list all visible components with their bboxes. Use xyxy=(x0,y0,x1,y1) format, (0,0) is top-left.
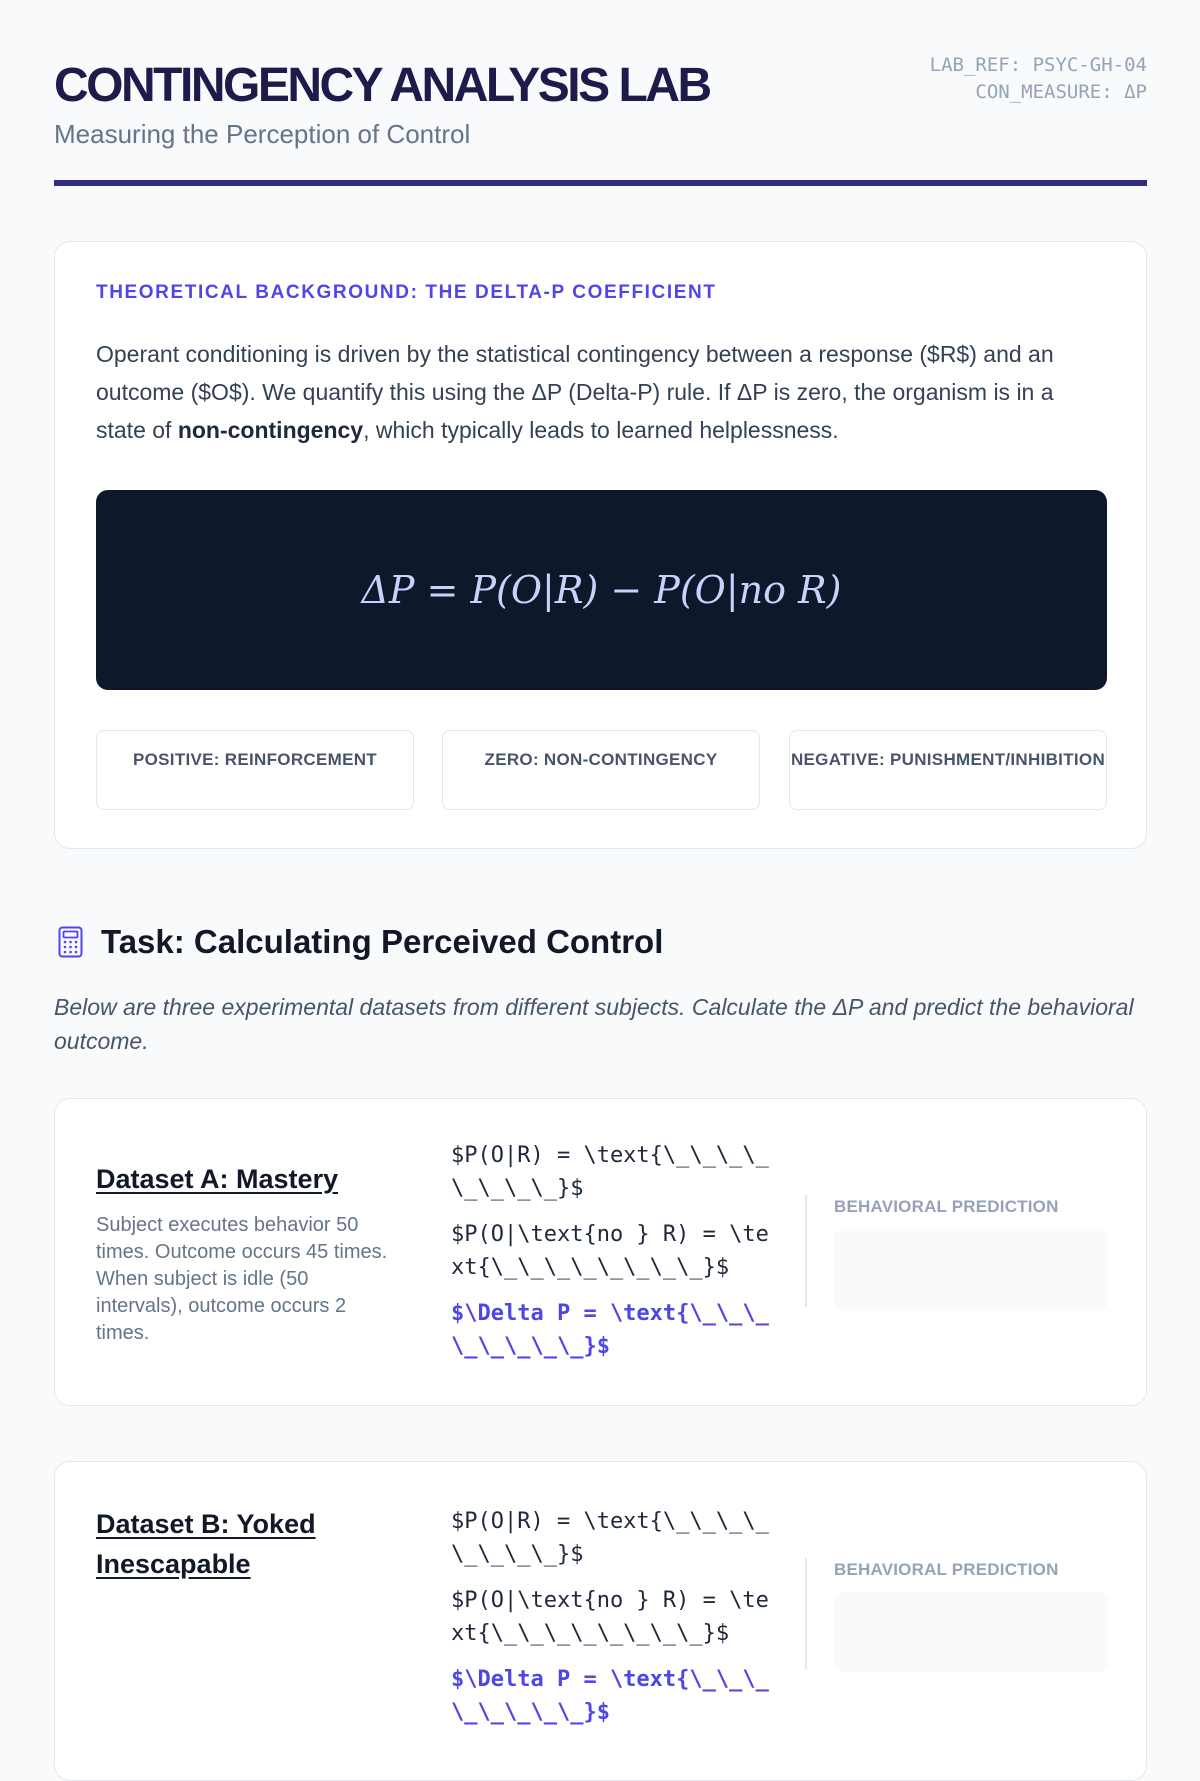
equation-p-o-given-no-r: $P(O|\text{no } R) = \text{\_\_\_\_\_\_\_\_}$ xyxy=(451,1222,769,1280)
theory-card xyxy=(54,241,1147,849)
worksheet-page xyxy=(54,0,1147,1725)
page-subtitle: Measuring the Perception of Control xyxy=(54,119,471,149)
equation-p-o-given-r: $P(O|R) = \text{\_\_\_\_\_\_\_\_}$ xyxy=(451,1509,769,1567)
lab-reference xyxy=(930,52,1147,106)
delta-p-formula: ΔP = P(O|R) − P(O|no R) xyxy=(361,568,842,612)
dataset-title: Dataset B: Yoked Inescapable xyxy=(96,1509,316,1579)
prediction-label: BEHAVIORAL PREDICTION xyxy=(834,1560,1059,1579)
task-title: Task: Calculating Perceived Control xyxy=(101,923,664,960)
dataset-title: Dataset A: Mastery xyxy=(96,1164,339,1194)
theory-text-before: Operant conditioning is driven by the statistical contingency between a response ($R$) and an outcome ($O$). We quantify this using the ΔP (Delta-P) rule. If ΔP is zero, the organism is in a state of xyxy=(96,341,1054,443)
equation-delta-p: $\Delta P = \text{\_\_\_\_\_\_\_\_}$ xyxy=(451,1301,769,1359)
task-heading xyxy=(54,922,1147,962)
chip-zero: ZERO: NON-CONTINGENCY xyxy=(442,730,760,810)
page-header xyxy=(54,0,1147,187)
theory-text-after: , which typically leads to learned helplessness. xyxy=(363,417,839,443)
dataset-card-a xyxy=(54,1098,1147,1406)
equation-p-o-given-r: $P(O|R) = \text{\_\_\_\_\_\_\_\_}$ xyxy=(451,1143,769,1201)
task-description: Below are three experimental datasets from different subjects. Calculate the ΔP and predict the behavioral outcome. xyxy=(54,994,1134,1054)
con-measure-code: CON_MEASURE: ΔP xyxy=(975,81,1147,103)
prediction-field[interactable] xyxy=(834,1592,1108,1672)
page-title: CONTINGENCY ANALYSIS LAB xyxy=(54,59,710,112)
equation-delta-p: $\Delta P = \text{\_\_\_\_\_\_\_\_}$ xyxy=(451,1667,769,1725)
formula-box xyxy=(96,490,1107,690)
theory-section-label: THEORETICAL BACKGROUND: THE DELTA-P COEFFICIENT xyxy=(96,282,717,303)
dataset-card-b xyxy=(54,1461,1147,1781)
column-divider xyxy=(805,1195,807,1307)
theory-paragraph xyxy=(96,335,1108,449)
chip-negative: NEGATIVE: PUNISHMENT/INHIBITION xyxy=(789,730,1107,810)
dataset-equations xyxy=(451,1505,781,1742)
dataset-description: Subject executes behavior 50 times. Outcome occurs 45 times. When subject is idle (50 intervals), outcome occurs 2 times. xyxy=(96,1214,388,1344)
chip-positive: POSITIVE: REINFORCEMENT xyxy=(96,730,414,810)
theory-text-bold: non-contingency xyxy=(177,417,364,443)
calculator-icon xyxy=(58,926,83,958)
header-rule xyxy=(54,180,1147,186)
prediction-field[interactable] xyxy=(834,1229,1108,1309)
dataset-equations xyxy=(451,1139,781,1376)
column-divider xyxy=(805,1558,807,1670)
equation-p-o-given-no-r: $P(O|\text{no } R) = \text{\_\_\_\_\_\_\_\_}$ xyxy=(451,1588,769,1646)
prediction-label: BEHAVIORAL PREDICTION xyxy=(834,1197,1059,1216)
lab-ref-code: LAB_REF: PSYC-GH-04 xyxy=(929,54,1147,76)
